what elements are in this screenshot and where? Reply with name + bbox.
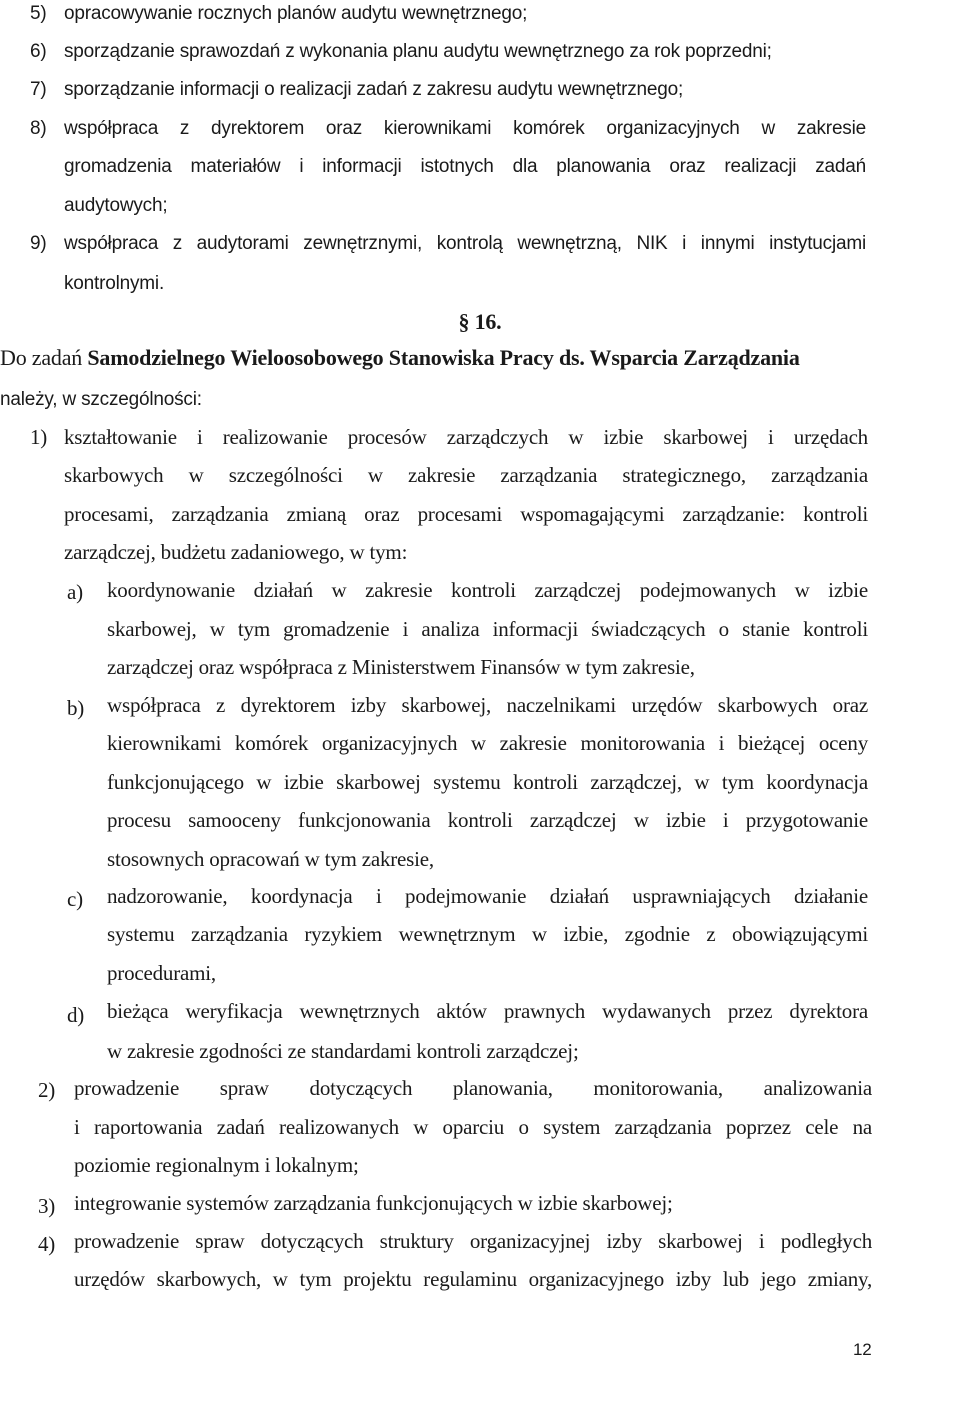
list-item-text: kształtowanie i realizowanie procesów zarządczych w izbie skarbowej i urzędach — [64, 425, 868, 449]
list-item-text: sporządzanie sprawozdań z wykonania planu audytu wewnętrznego za rok poprzedni; — [64, 41, 772, 62]
sublist-item-text: współpraca z dyrektorem izby skarbowej, naczelnikami urzędów skarbowych oraz — [107, 693, 868, 717]
list-item-text: prowadzenie spraw dotyczących struktury organizacyjnej izby skarbowej i podległych — [74, 1229, 872, 1253]
intro-line — [0, 346, 800, 370]
intro-bold-unit-name: Samodzielnego Wieloosobowego Stanowiska Pracy ds. Wsparcia Zarządzania — [87, 345, 800, 370]
list-number: 1) — [30, 425, 48, 449]
sublist-item-text: bieżąca weryfikacja wewnętrznych aktów prawnych wydawanych przez dyrektora — [107, 999, 868, 1023]
list-number: 4) — [38, 1232, 56, 1256]
sublist-letter: d) — [67, 1003, 85, 1027]
list-number: 9) — [30, 233, 47, 254]
list-number: 2) — [38, 1078, 56, 1102]
list-item-text: audytowych; — [64, 195, 168, 216]
list-number: 5) — [30, 3, 47, 24]
list-item-text: urzędów skarbowych, w tym projektu regulaminu organizacyjnego izby lub jego zmiany, — [74, 1267, 872, 1291]
intro-prefix: Do zadań — [0, 345, 88, 370]
list-item-text: procesami, zarządzania zmianą oraz procesami wspomagającymi zarządzanie: kontroli — [64, 502, 868, 526]
list-item-text: współpraca z dyrektorem oraz kierownikami komórek organizacyjnych w zakresie — [64, 118, 866, 139]
sublist-item-text: stosownych opracowań w tym zakresie, — [107, 847, 434, 871]
list-number: 8) — [30, 118, 47, 139]
list-item-text: sporządzanie informacji o realizacji zadań z zakresu audytu wewnętrznego; — [64, 79, 684, 100]
sublist-item-text: kierownikami komórek organizacyjnych w zakresie monitorowania i bieżącej oceny — [107, 731, 868, 755]
list-item-text: i raportowania zadań realizowanych w oparciu o system zarządzania poprzez cele na — [74, 1115, 872, 1139]
list-item-text: skarbowych w szczególności w zakresie zarządzania strategicznego, zarządzania — [64, 463, 868, 487]
sublist-item-text: procedurami, — [107, 961, 216, 985]
sublist-item-text: procesu samooceny funkcjonowania kontroli zarządczej w izbie i przygotowanie — [107, 808, 868, 832]
list-item-text: kontrolnymi. — [64, 273, 165, 294]
list-number: 7) — [30, 79, 47, 100]
sublist-item-text: nadzorowanie, koordynacja i podejmowanie działań usprawniających działanie — [107, 884, 868, 908]
list-number: 6) — [30, 41, 47, 62]
list-item-text: integrowanie systemów zarządzania funkcjonujących w izbie skarbowej; — [74, 1191, 673, 1215]
page-number: 12 — [853, 1340, 872, 1359]
sublist-item-text: systemu zarządzania ryzykiem wewnętrznym w izbie, zgodnie z obowiązującymi — [107, 922, 868, 946]
intro-line-2: należy, w szczególności: — [0, 389, 202, 410]
sublist-item-text: skarbowej, w tym gromadzenie i analiza informacji świadczących o stanie kontroli — [107, 617, 868, 641]
list-item-text: gromadzenia materiałów i informacji istotnych dla planowania oraz realizacji zadań — [64, 156, 866, 177]
list-item-text: zarządczej, budżetu zadaniowego, w tym: — [64, 540, 408, 564]
list-item-text: poziomie regionalnym i lokalnym; — [74, 1153, 359, 1177]
sublist-item-text: funkcjonującego w izbie skarbowej systemu kontroli zarządczej, w tym koordynacja — [107, 770, 868, 794]
sublist-letter: b) — [67, 696, 85, 720]
list-item-text: prowadzenie spraw dotyczących planowania, monitorowania, analizowania — [74, 1076, 872, 1100]
sublist-item-text: koordynowanie działań w zakresie kontroli zarządczej podejmowanych w izbie — [107, 578, 868, 602]
sublist-item-text: zarządczej oraz współpraca z Ministerstwem Finansów w tym zakresie, — [107, 655, 695, 679]
sublist-letter: a) — [67, 580, 83, 604]
list-item-text: współpraca z audytorami zewnętrznymi, kontrolą wewnętrzną, NIK i innymi instytucjami — [64, 233, 866, 254]
list-number: 3) — [38, 1194, 56, 1218]
section-heading: § 16. — [458, 309, 502, 334]
list-item-text: opracowywanie rocznych planów audytu wewnętrznego; — [64, 3, 528, 24]
sublist-letter: c) — [67, 887, 83, 911]
sublist-item-text: w zakresie zgodności ze standardami kontroli zarządczej; — [107, 1039, 579, 1063]
